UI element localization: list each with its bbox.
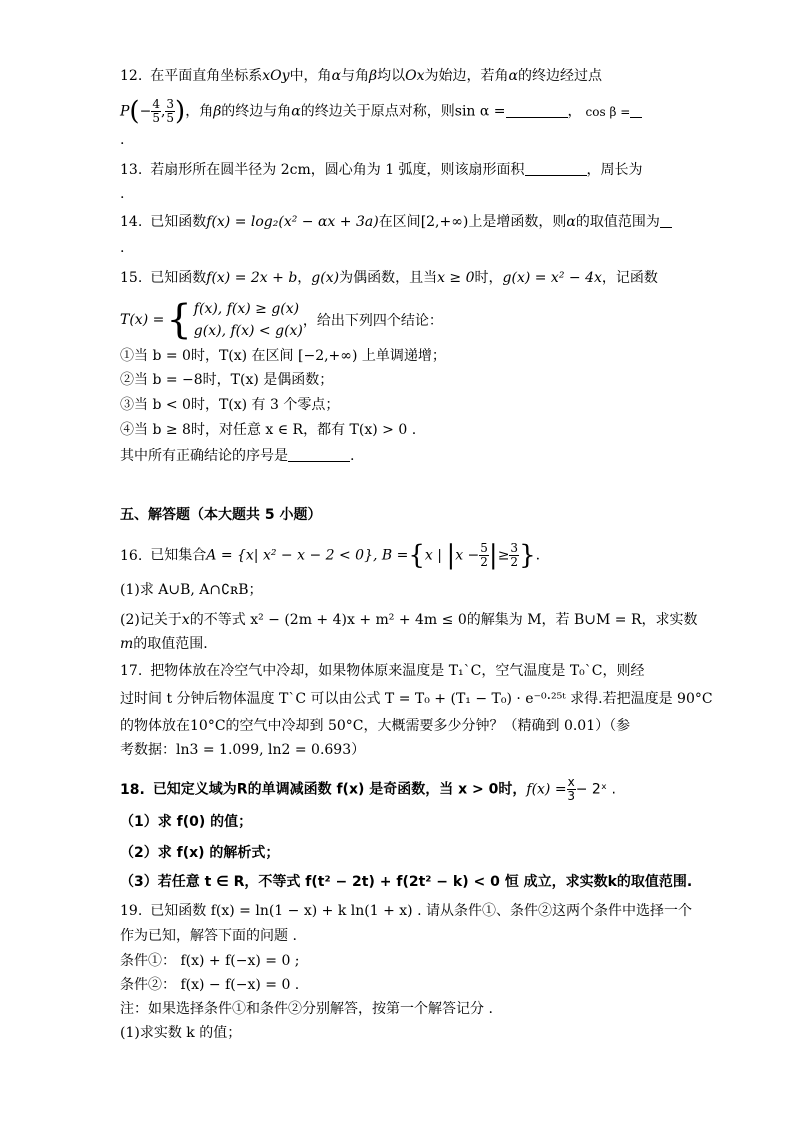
q17-line3: 的物体放在10°C的空气中冷却到 50°C，大概需要多少分钟？（精确到 0.01）（参: [120, 718, 631, 734]
q14-blank: [660, 213, 672, 228]
q12-end-dot: .: [120, 132, 125, 148]
q15-case-1: f(x), f(x) ≥ g(x): [193, 301, 300, 317]
q16-ge: ≥: [497, 547, 510, 564]
q16-part2-cont: [120, 634, 208, 654]
q15-after: ，给出下列四个结论：: [302, 313, 443, 329]
q14-text-3: 上是增函数，则: [468, 214, 567, 230]
q16-frac-b: $\frac{3}{2}$: [510, 541, 519, 569]
q17-line2: 过时间 t 分钟后物体温度 T`C 可以由公式 T = T₀ + (T₁ − T₀) · e⁻⁰·²⁵ᵗ 求得.若把温度是 90°C: [120, 691, 713, 707]
q14-end-dot: .: [120, 240, 125, 256]
q14-interval: [2,+∞): [420, 214, 469, 230]
q18-number: 18.: [120, 781, 145, 798]
q15-line1: [120, 268, 658, 288]
q17-line1: [120, 661, 645, 681]
q19-number: 19.: [120, 903, 143, 919]
q14-formula: f(x) = log₂(x² − αx + 3a): [206, 214, 379, 230]
q12-alpha: α: [331, 68, 342, 84]
q16-end: .: [535, 547, 541, 564]
q16-part2: [120, 610, 698, 630]
q12-beta: β: [369, 68, 378, 84]
q15-conclusion-1: ①当 b = 0时，T(x) 在区间 [−2,+∞) 上单调递增；: [120, 348, 446, 364]
q12-line1: [120, 66, 602, 86]
q12-ox: Ox: [405, 68, 425, 84]
q16-p2a: (2)记关于: [120, 612, 182, 628]
q12-text-b: 中，角: [289, 68, 332, 84]
q16-p2b: 的不等式 x² − (2m + 4)x + m² + 4m ≤ 0的解集为 M，若 B∪M = R，求实数: [189, 612, 698, 628]
q12-text-2d: 的终边关于原点对称，则: [300, 103, 455, 120]
q12-text: 在平面直角坐标系: [150, 68, 263, 84]
q18-line1: [120, 776, 616, 803]
q15-piecewise: [120, 298, 443, 342]
q16-set-a: A = {x| x² − x − 2 < 0}, B =: [206, 547, 409, 564]
q19-l1: 已知函数 f(x) = ln(1 − x) + k ln(1 + x) . 请从条件①、条件②这两个条件中选择一个: [150, 903, 692, 919]
q12-comma: ，: [567, 103, 582, 120]
q12-frac2: $\frac{3}{5}$: [166, 97, 175, 125]
q13-number: 13.: [120, 162, 143, 178]
q12-text-e: 为始边，若角: [424, 68, 509, 84]
q18-part3: （3）若任意 t ∈ R，不等式 f(t² − 2t) + f(2t² − k) < 0 恒 成立，求实数k的取值范围.: [120, 874, 693, 890]
q14-line: [120, 212, 672, 232]
q15-conclusion-2: ②当 b = −8时，T(x) 是偶函数；: [120, 372, 334, 388]
q16-p2d: 的取值范围.: [133, 636, 208, 652]
q15-ask-end: .: [350, 448, 355, 464]
q15-text-3: 为偶函数，且当: [339, 270, 438, 286]
q12-blank-2: [630, 103, 642, 118]
q15-text-1: 已知函数: [150, 270, 207, 286]
q13-blank-1: [525, 161, 587, 176]
q15-f: f(x) = 2x + b: [206, 270, 298, 286]
q16-set-b-x: x −: [455, 547, 480, 564]
q18-l1: 已知定义域为R的单调减函数 f(x) 是奇函数，当 x > 0时，: [152, 781, 527, 798]
q12-beta-2: β: [213, 103, 222, 120]
q17-l1: 把物体放在冷空气中冷却，如果物体原来温度是 T₁`C，空气温度是 T₀`C，则经: [150, 663, 645, 679]
q15-number: 15.: [120, 270, 143, 286]
q18-l1b: f(x) =: [526, 781, 567, 798]
q15-text-4: 时，: [474, 270, 503, 286]
q16-set-b-left: x |: [424, 547, 447, 564]
q15-cond: x ≥ 0: [437, 270, 475, 286]
q12-text-d: 均以: [377, 68, 406, 84]
q12-line2: P(− $\frac{4}{5}$ , $\frac{3}{5}$ )，角β的终边与角α的终边关于原点对称，则sin α = ， cos β =: [120, 98, 642, 125]
q18-part1: （1）求 f(0) 的值；: [120, 814, 253, 830]
q12-text-2c: 的终边与角: [221, 103, 292, 120]
q19-cond1: 条件①： f(x) + f(−x) = 0 ;: [120, 953, 300, 969]
q12-blank-1: [506, 103, 568, 118]
q15-T: T(x) =: [120, 312, 165, 328]
q12-text-2b: ，角: [185, 103, 214, 120]
q12-alpha-3: α: [291, 103, 301, 120]
q12-text-c: 与角: [341, 68, 370, 84]
q15-gdef: g(x) = x² − 4x: [502, 270, 602, 286]
q16-p2x: x: [181, 612, 190, 628]
q18-l1c: − 2ˣ .: [575, 781, 616, 798]
q12-point-p: P: [120, 103, 130, 120]
q14-alpha: α: [566, 214, 576, 230]
q15-g: g(x): [311, 270, 340, 286]
q12-number: 12.: [120, 68, 143, 84]
q15-case-2: g(x), f(x) < g(x): [193, 323, 303, 339]
q13-text-2: ，周长为: [586, 162, 643, 178]
q17-line4: 考数据：ln3 = 1.099, ln2 = 0.693）: [120, 742, 366, 758]
q19-part1: (1)求实数 k 的值；: [120, 1025, 242, 1041]
q14-number: 14.: [120, 214, 143, 230]
q16-frac-a: $\frac{5}{2}$: [480, 541, 488, 569]
q12-cos: cos β =: [585, 104, 631, 119]
q14-text-2: 在区间: [378, 214, 421, 230]
q16-p2c: m: [120, 636, 134, 652]
q15-ask: [120, 446, 354, 466]
q18-part2: （2）求 f(x) 的解析式；: [120, 845, 280, 861]
q17-number: 17.: [120, 663, 143, 679]
q15-text-5: ，记函数: [601, 270, 658, 286]
q15-cases: [194, 298, 303, 342]
q15-brace: {: [166, 297, 192, 343]
q12-text-f: 的终边经过点: [517, 68, 602, 84]
section-title: 五、解答题（本大题共 5 小题）: [120, 507, 322, 523]
q12-xoy: xOy: [262, 68, 290, 84]
q19-cond2: 条件②： f(x) − f(−x) = 0 .: [120, 977, 300, 993]
q18-frac: $\frac{x}{3}$: [567, 775, 575, 803]
q15-text-2: ，: [297, 270, 312, 286]
q19-note: 注：如果选择条件①和条件②分别解答，按第一个解答记分 .: [120, 1001, 493, 1017]
q15-blank: [288, 447, 350, 462]
q16-part1: (1)求 A∪B, A∩∁ʀB；: [120, 582, 263, 598]
q13-end-dot: .: [120, 186, 125, 202]
q16-line1: 16. 已知集合A = {x| x² − x − 2 < 0}, B ={x | |x − $\frac{5}{2}$ |≥ $\frac{3}{2}$ }.: [120, 540, 541, 571]
q12-alpha-2: α: [508, 68, 518, 84]
q13-line: [120, 160, 643, 180]
q14-text-4: 的取值范围为: [575, 214, 660, 230]
q15-conclusion-3: ③当 b < 0时，T(x) 有 3 个零点；: [120, 397, 340, 413]
q13-text: 若扇形所在圆半径为 2cm，圆心角为 1 弧度，则该扇形面积: [150, 162, 525, 178]
q19-line2: 作为已知，解答下面的问题 .: [120, 928, 297, 944]
q12-frac1: $\frac{4}{5}$: [152, 97, 160, 125]
q12-sin: sin α =: [454, 103, 506, 120]
q15-conclusion-4: ④当 b ≥ 8时，对任意 x ∈ R，都有 T(x) > 0 .: [120, 422, 417, 438]
q19-line1: [120, 901, 692, 921]
q16-number: 16.: [120, 547, 143, 564]
q15-ask-text: 其中所有正确结论的序号是: [120, 448, 288, 464]
q14-text-1: 已知函数: [150, 214, 207, 230]
q16-text-1: 已知集合: [150, 547, 207, 564]
